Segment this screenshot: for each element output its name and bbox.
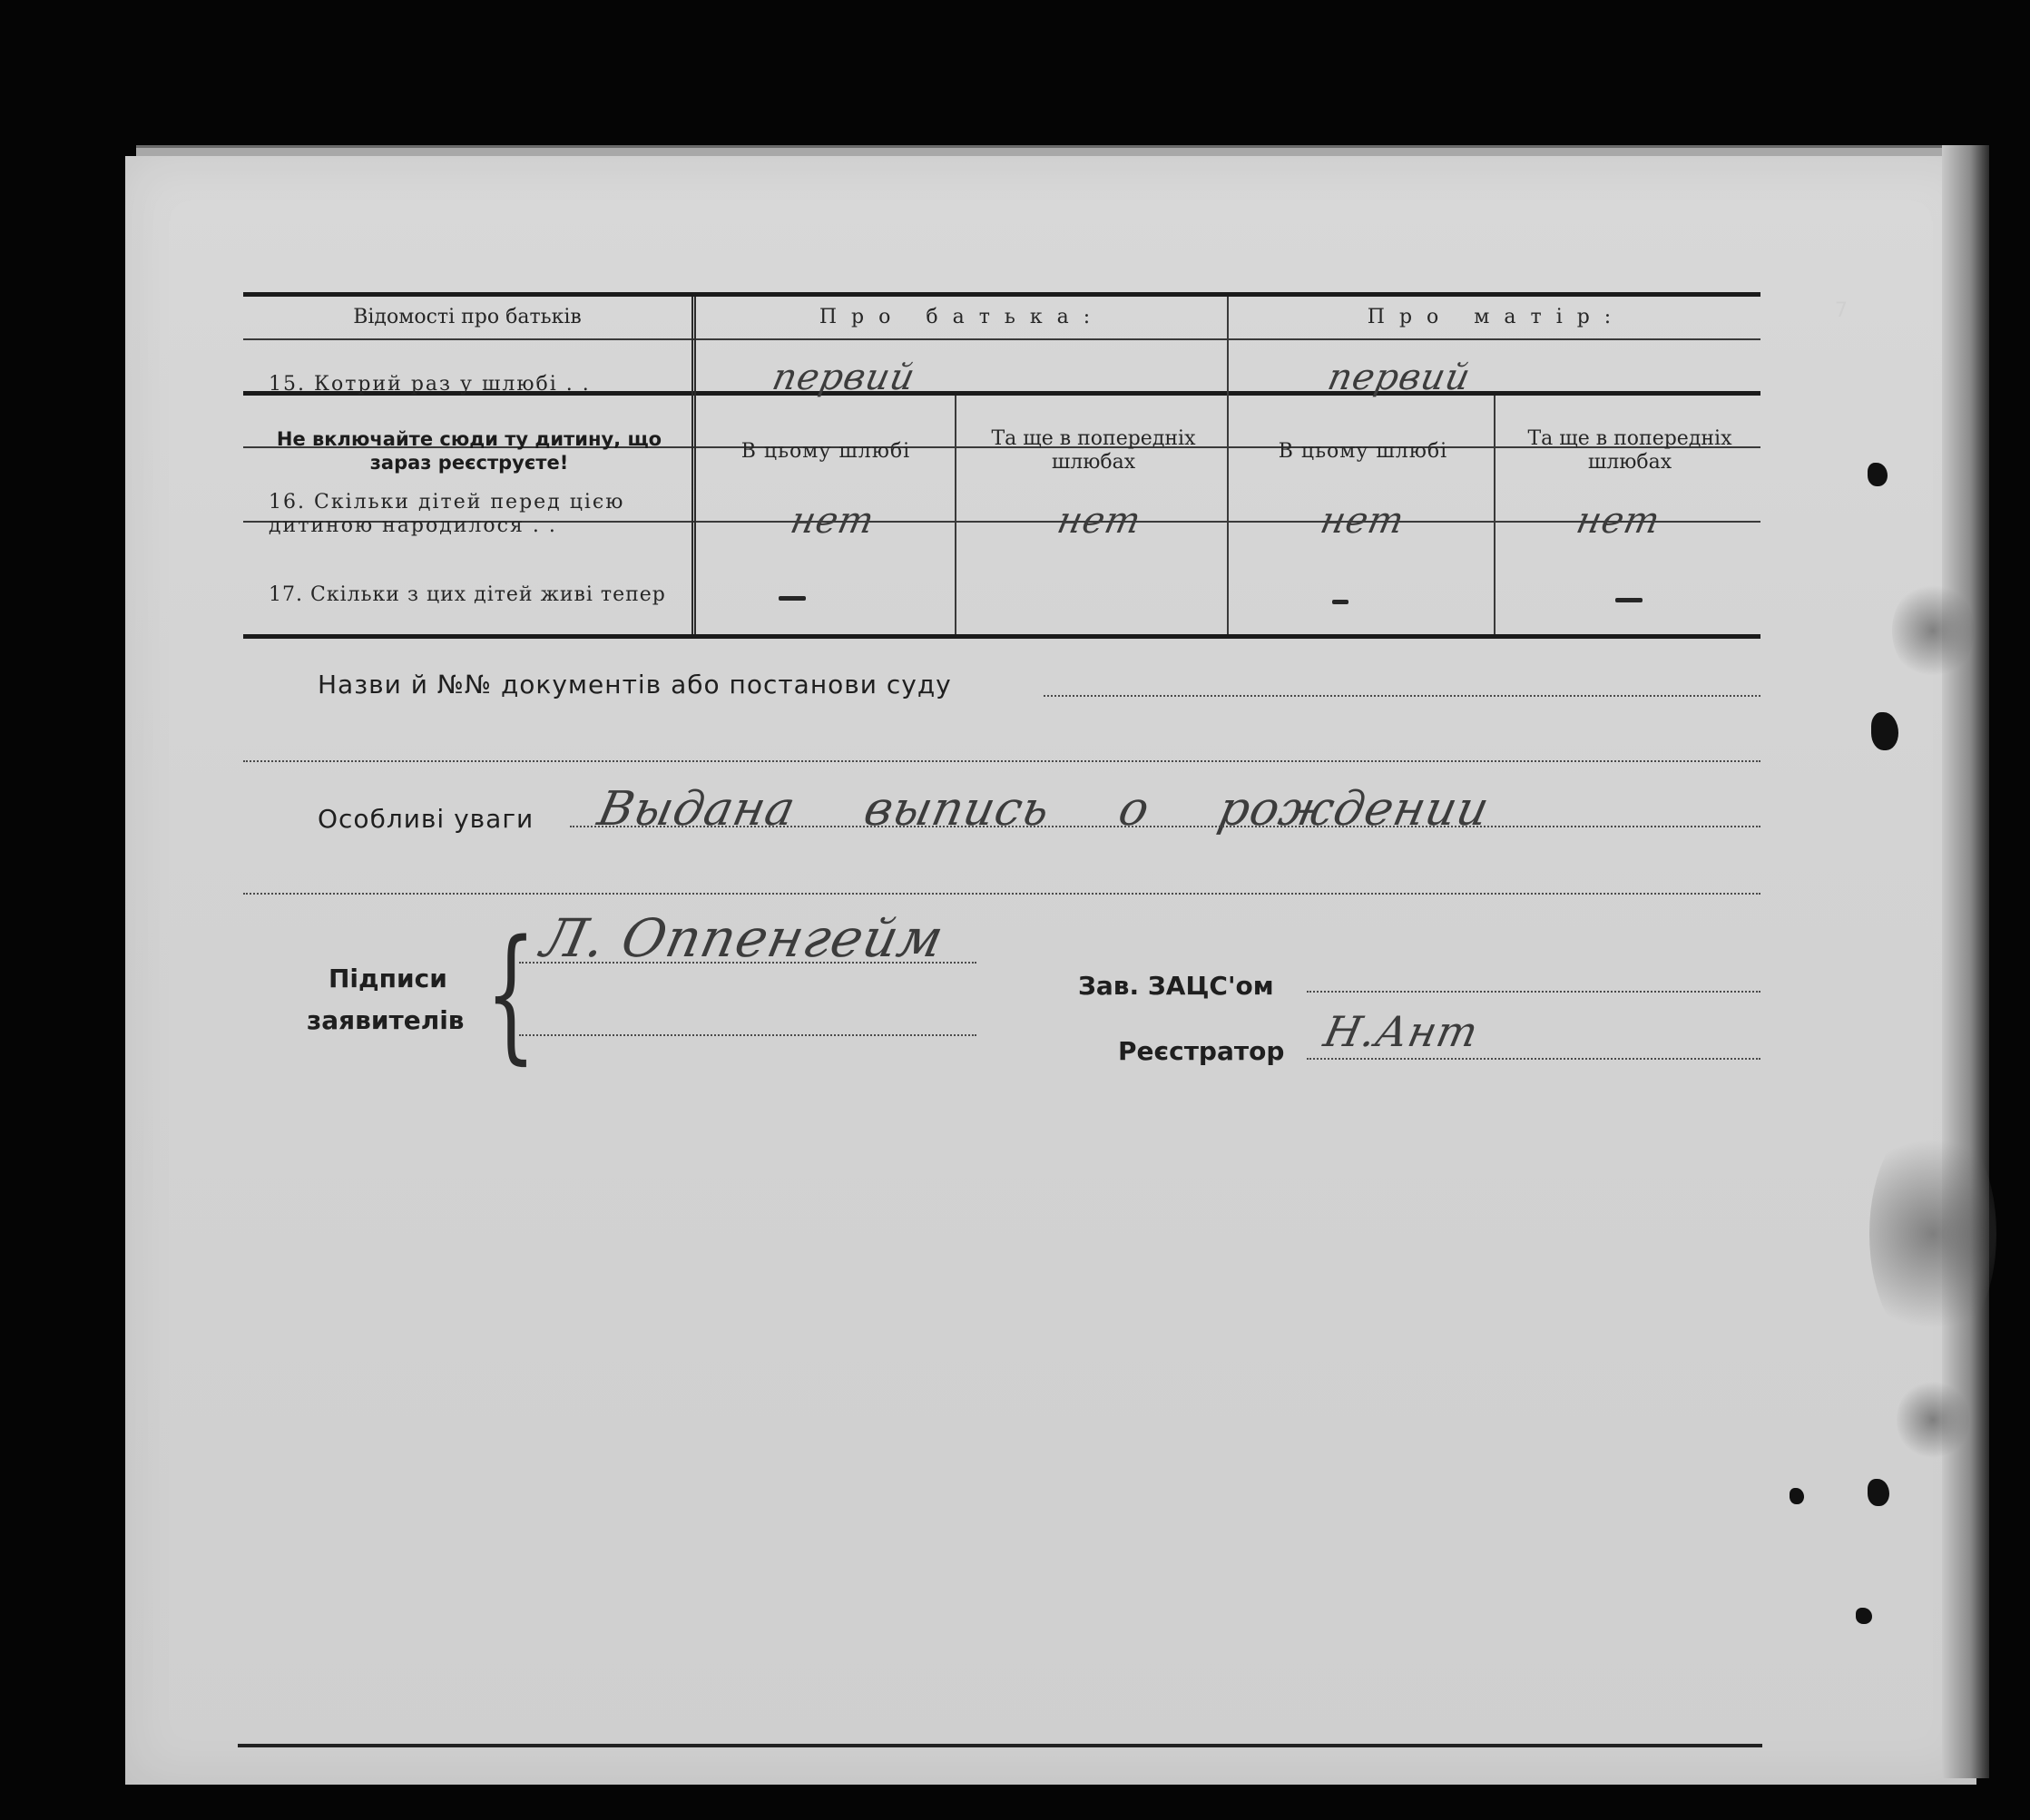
head-zags-label: Зав. ЗАЦС'ом: [1078, 971, 1274, 1001]
parents-info-table: [243, 292, 1760, 639]
signature-line-1: [519, 962, 976, 964]
header-parents-info: Відомості про батьків: [353, 306, 582, 328]
signature-line-2: [519, 1034, 976, 1036]
mother-this-marriage-header: В цьому шлюбі: [1278, 440, 1448, 463]
mother-prev-marriages-header: Та ще в попередніх шлюбах: [1527, 427, 1732, 474]
paper-hole: [1871, 712, 1898, 750]
registrar-line: [1307, 1058, 1760, 1060]
paper-hole: [1856, 1608, 1872, 1624]
sheet-right-edge: [1942, 145, 1989, 1778]
row15-father-value: первий: [769, 357, 919, 398]
paper-hole: [1790, 1488, 1804, 1504]
paper-hole: [1868, 463, 1888, 486]
table-divider: [1227, 297, 1229, 634]
signatures-label-line2: заявителів: [307, 1005, 465, 1035]
father-this-marriage-header: В цьому шлюбі: [740, 440, 911, 463]
remarks-line-2: [243, 893, 1760, 895]
documents-label: Назви й №№ документів або постанови суду: [318, 670, 952, 700]
head-zags-line: [1307, 991, 1760, 993]
bottom-rule: [238, 1744, 1762, 1747]
row15-label: 15. Котрий раз у шлюбі . .: [269, 373, 591, 396]
remarks-label: Особливі уваги: [318, 804, 534, 834]
row17-mother-prev-value: [1615, 598, 1643, 602]
paper-stain: [1869, 1116, 1996, 1352]
signatures-brace: {: [485, 908, 536, 1078]
header-mother: Про матір:: [1367, 306, 1626, 328]
remarks-line: [570, 826, 1760, 827]
row17-label: 17. Скільки з цих дітей живі тепер: [269, 583, 666, 606]
documents-line: [1044, 695, 1760, 697]
applicant-signature: Л. Оппенгейм: [535, 907, 950, 969]
table-divider: [1494, 396, 1496, 634]
signatures-label-line1: Підписи: [329, 964, 447, 993]
registrar-label: Реєстратор: [1118, 1036, 1285, 1066]
paper-stain: [1892, 581, 1974, 680]
row17-father-this-value: [779, 596, 806, 601]
row16-mother-prev-value: нет: [1573, 500, 1664, 542]
paper-stain: [1897, 1379, 1969, 1461]
documents-line-2: [243, 760, 1760, 762]
header-father: Про батька:: [819, 306, 1105, 328]
remarks-value: Выдана выпись о рождении: [593, 782, 1495, 837]
row16-label: 16. Скільки дітей перед цією дитиною народилося . .: [269, 491, 625, 537]
paper-hole: [1868, 1479, 1889, 1506]
table-divider: [955, 396, 956, 634]
father-prev-marriages-header: Та ще в попередніх шлюбах: [991, 427, 1196, 474]
row17-mother-this-value: [1332, 600, 1348, 604]
row16-father-this-value: нет: [787, 500, 878, 542]
row16-father-prev-value: нет: [1054, 500, 1145, 542]
page-number: 7: [1835, 299, 1848, 322]
registrar-signature: Н.Ант: [1319, 1007, 1484, 1056]
exclude-child-note: Не включайте сюди ту дитину, що зараз реєструєте!: [276, 428, 662, 474]
row15-mother-value: первий: [1324, 357, 1475, 398]
row16-mother-this-value: нет: [1317, 500, 1408, 542]
